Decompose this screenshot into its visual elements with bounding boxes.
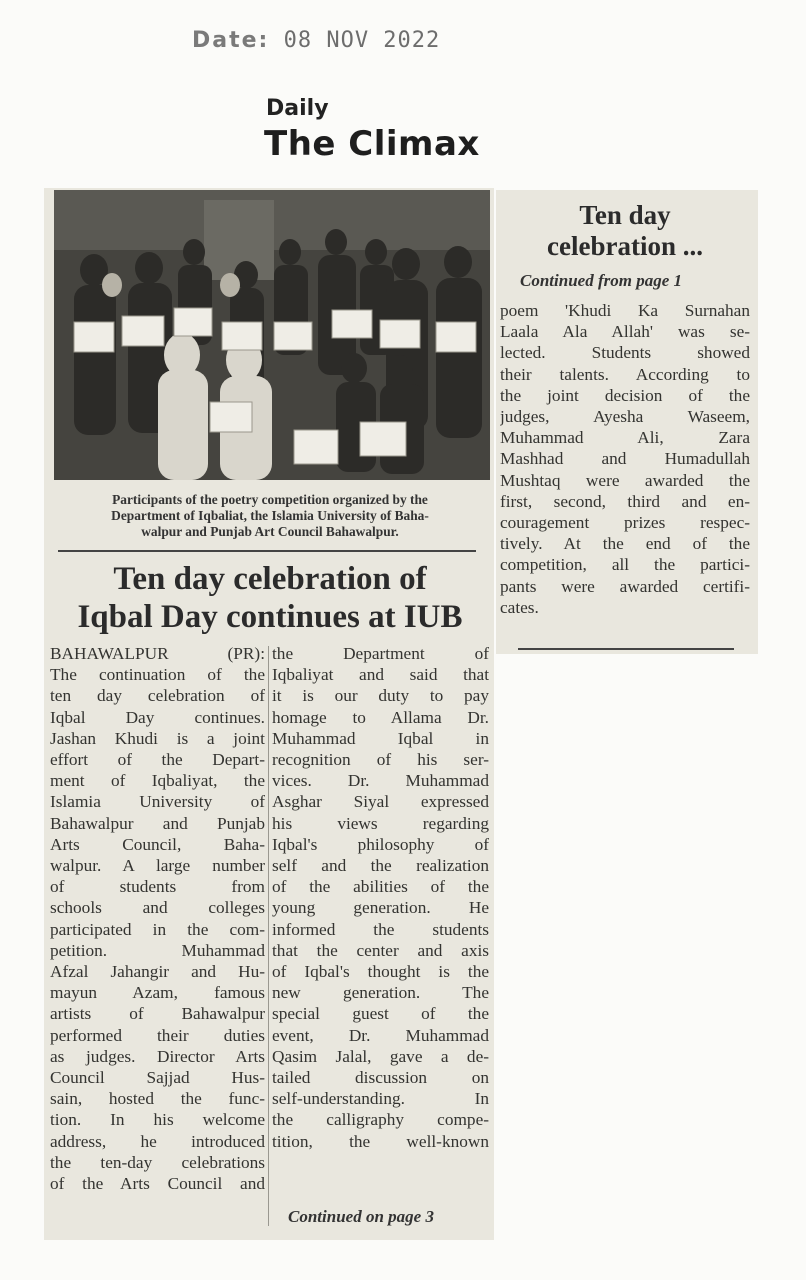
text-line: BAHAWALPUR (PR):	[50, 644, 265, 663]
date-label: Date:	[192, 28, 270, 53]
text-line: Asghar Siyal expressed	[272, 792, 489, 812]
text-line: of students from	[50, 877, 265, 897]
text-line: their talents. According to	[500, 364, 750, 384]
column-divider	[268, 646, 269, 1226]
text-line: Qasim Jalal, gave a de-	[272, 1046, 489, 1066]
text-line: special guest of the	[272, 1004, 489, 1024]
text-line: mayun Azam, famous	[50, 983, 265, 1003]
text-line: the calligraphy compe-	[272, 1110, 489, 1130]
text-line: young generation. He	[272, 898, 489, 918]
continuation-headline-line: celebration ...	[547, 231, 703, 261]
text-line: pants were awarded certifi-	[500, 576, 750, 596]
text-line: it is our duty to pay	[272, 686, 489, 706]
text-line: recognition of his ser-	[272, 750, 489, 770]
text-line: effort of the Depart-	[50, 750, 265, 770]
text-line: poem 'Khudi Ka Surnahan	[500, 301, 750, 320]
text-line: event, Dr. Muhammad	[272, 1025, 489, 1045]
text-line: Muhammad Ali, Zara	[500, 428, 750, 448]
text-line: walpur. A large number	[50, 856, 265, 876]
caption-divider	[58, 550, 476, 552]
text-line: Iqbaliyat and said that	[272, 665, 489, 685]
text-line: ten day celebration of	[50, 686, 265, 706]
text-line: judges, Ayesha Waseem,	[500, 407, 750, 427]
participants-photo-graphic	[54, 190, 490, 480]
participants-photo	[54, 190, 490, 480]
continued-on-page-label: Continued on page 3	[288, 1207, 434, 1226]
text-line: first, second, third and en-	[500, 491, 750, 511]
text-line: Bahawalpur and Punjab	[50, 813, 265, 833]
text-line: vices. Dr. Muhammad	[272, 771, 489, 791]
article-column-2	[272, 643, 489, 1152]
text-line: Laala Ala Allah' was se-	[500, 322, 750, 342]
caption-line: walpur and Punjab Art Council Bahawalpur.	[141, 524, 399, 539]
text-line: lected. Students showed	[500, 343, 750, 363]
date-stamp	[192, 28, 440, 53]
text-line: tailed discussion on	[272, 1068, 489, 1088]
continued-from-label: Continued from page 1	[520, 271, 682, 290]
text-line: the joint decision of the	[500, 385, 750, 405]
caption-line: Participants of the poetry competition organized by the	[112, 492, 428, 507]
text-line: homage to Allama Dr.	[272, 707, 489, 727]
text-line: cates.	[500, 597, 539, 617]
article-headline	[50, 560, 490, 636]
headline-line: Iqbal Day continues at IUB	[77, 599, 463, 635]
text-line: tition, the well-known	[272, 1131, 489, 1151]
text-line: Council Sajjad Hus-	[50, 1068, 265, 1088]
text-line: self-understanding. In	[272, 1089, 489, 1109]
continuation-headline	[500, 200, 750, 262]
text-line: the ten-day celebrations	[50, 1152, 265, 1172]
text-line: petition. Muhammad	[50, 940, 265, 960]
text-line: artists of Bahawalpur	[50, 1004, 265, 1024]
text-line: participated in the com-	[50, 919, 265, 939]
text-line: Muhammad Iqbal in	[272, 728, 489, 748]
text-line: Iqbal Day continues.	[50, 707, 265, 727]
text-line: Mushtaq were awarded the	[500, 470, 750, 490]
text-line: couragement prizes respec-	[500, 513, 750, 533]
text-line: Islamia University of	[50, 792, 265, 812]
text-line: informed the students	[272, 919, 489, 939]
continuation-column	[500, 300, 750, 618]
text-line: Afzal Jahangir and Hu-	[50, 962, 265, 982]
newspaper-daily-label: Daily	[266, 96, 329, 121]
text-line: schools and colleges	[50, 898, 265, 918]
date-value: 08 NOV 2022	[283, 28, 441, 53]
text-line: address, he introduced	[50, 1131, 265, 1151]
text-line: of the Arts Council and	[50, 1174, 265, 1194]
text-line: of the abilities of the	[272, 877, 489, 897]
text-line: ment of Iqbaliyat, the	[50, 771, 265, 791]
text-line: performed their duties	[50, 1025, 265, 1045]
text-line: The continuation of the	[50, 665, 265, 685]
text-line: Iqbal's philosophy of	[272, 834, 489, 854]
text-line: competition, all the partici-	[500, 555, 750, 575]
text-line: tion. In his welcome	[50, 1110, 265, 1130]
article-column-1	[50, 643, 265, 1194]
text-line: of Iqbal's thought is the	[272, 962, 489, 982]
text-line: the Department of	[272, 644, 489, 663]
text-line: Mashhad and Humadullah	[500, 449, 750, 469]
continuation-headline-line: Ten day	[579, 200, 671, 230]
text-line: Arts Council, Baha-	[50, 834, 265, 854]
newspaper-name: The Climax	[264, 124, 480, 164]
text-line: his views regarding	[272, 813, 489, 833]
photo-caption	[50, 492, 490, 540]
text-line: self and the realization	[272, 856, 489, 876]
text-line: tively. At the end of the	[500, 534, 750, 554]
text-line: sain, hosted the func-	[50, 1089, 265, 1109]
text-line: new generation. The	[272, 983, 489, 1003]
continuation-end-rule	[518, 648, 734, 650]
caption-line: Department of Iqbaliat, the Islamia University of Baha-	[111, 508, 429, 523]
text-line: as judges. Director Arts	[50, 1046, 265, 1066]
text-line: that the center and axis	[272, 940, 489, 960]
headline-line: Ten day celebration of	[113, 561, 427, 597]
text-line: Jashan Khudi is a joint	[50, 728, 265, 748]
